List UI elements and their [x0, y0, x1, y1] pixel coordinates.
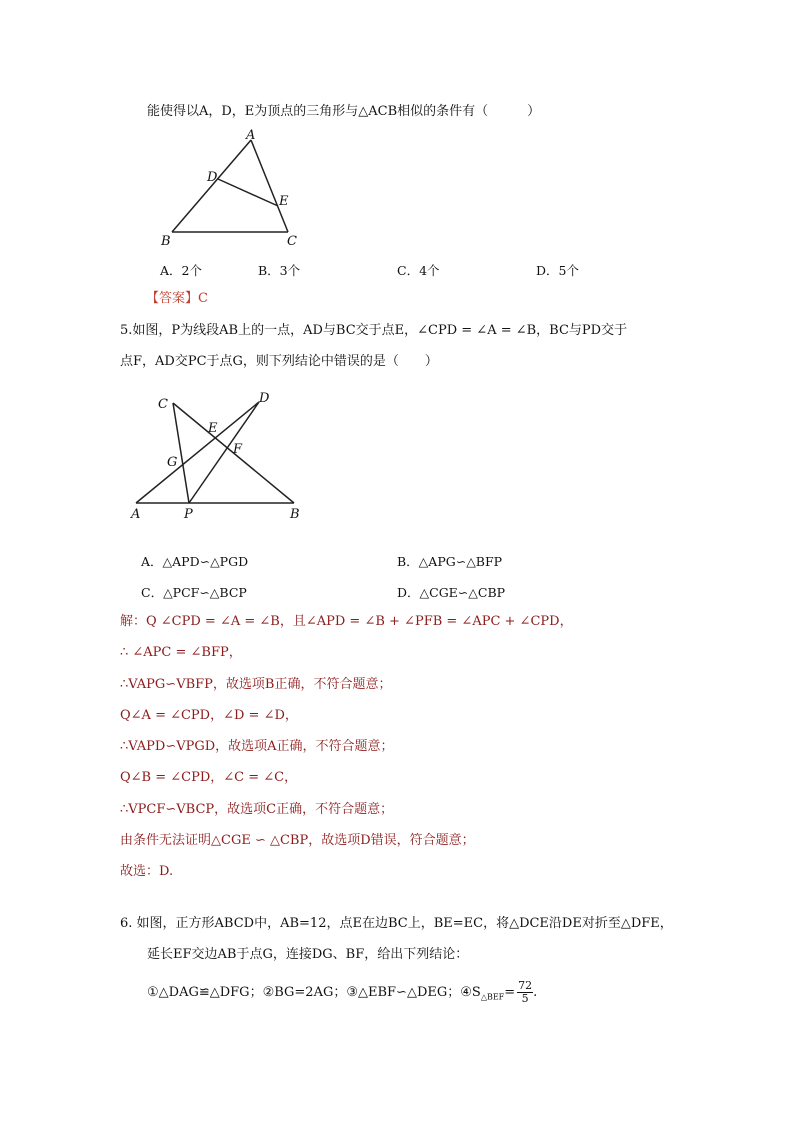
q5-solution-line-4: Q∠A = ∠CPD，∠D = ∠D，	[120, 708, 298, 723]
q6-period: .	[533, 985, 538, 1000]
q4-stem: 能使得以A，D，E为顶点的三角形与△ACB相似的条件有（ ）	[147, 104, 541, 119]
segment-pd	[189, 402, 259, 503]
q4-triangle-figure	[150, 128, 310, 253]
segment-ab	[172, 140, 251, 232]
q6-fraction-numerator: 72	[518, 979, 533, 992]
q6-area-subscript: △BEF	[480, 992, 505, 1002]
label-d: D	[207, 170, 218, 185]
q6-fraction	[517, 980, 533, 1005]
q4-option-c: C．4个	[397, 263, 440, 278]
q5-solution-line-2: ∴ ∠APC = ∠BFP，	[120, 645, 242, 660]
label-d: D	[259, 391, 270, 406]
answer-bracket: 【答案】	[146, 291, 199, 306]
q5-solution-line-5: ∴VAPD∽VPGD，故选项A正确，不符合题意；	[120, 739, 394, 754]
q6-line-1: 6. 如图，正方形ABCD中，AB=12，点E在边BC上，BE=EC，将△DCE沿DE对折至△DFE，	[120, 916, 673, 931]
segment-cp	[173, 403, 189, 503]
label-c: C	[158, 397, 168, 412]
q6-fraction-denominator: 5	[521, 992, 529, 1005]
q5-solution-line-6: Q∠B = ∠CPD，∠C = ∠C，	[120, 770, 298, 785]
segment-ac	[251, 140, 288, 232]
q4-option-b: B．3个	[258, 263, 301, 278]
label-f: F	[233, 442, 243, 457]
q5-option-a: A．△APD∽△PGD	[141, 554, 249, 569]
label-a: A	[131, 507, 141, 522]
label-b: B	[290, 507, 300, 522]
q6-line-2: 延长EF交边AB于点G，连接DG、BF，给出下列结论：	[147, 947, 469, 962]
q5-geometry-figure	[128, 388, 308, 523]
q5-solution-line-8: 由条件无法证明△CGE ∽ △CBP，故选项D错误，符合题意；	[120, 833, 475, 848]
q5-option-d: D．△CGE∽△CBP	[397, 585, 506, 600]
label-a: A	[246, 128, 256, 143]
label-e: E	[208, 421, 218, 436]
label-p: P	[184, 507, 193, 522]
q5-option-c: C．△PCF∽△BCP	[141, 585, 247, 600]
q5-solution-line-3: ∴VAPG∽VBFP，故选项B正确，不符合题意；	[120, 677, 392, 692]
q5-stem-line2: 点F，AD交PC于点G，则下列结论中错误的是（ ）	[120, 354, 438, 369]
label-e: E	[279, 194, 289, 209]
q6-line-3	[147, 980, 537, 1007]
q4-answer	[146, 290, 208, 308]
q4-option-d: D．5个	[536, 263, 579, 278]
q4-option-a: A．2个	[160, 263, 202, 278]
label-b: B	[161, 234, 171, 249]
q5-stem-line1: 5.如图，P为线段AB上的一点，AD与BC交于点E，∠CPD = ∠A = ∠B，BC与PD交于	[120, 323, 628, 338]
label-c: C	[287, 234, 297, 249]
q5-option-b: B．△APG∽△BFP	[397, 554, 503, 569]
q5-solution-line-9: 故选：D.	[120, 864, 174, 879]
q6-equals: =	[504, 985, 516, 1000]
label-g: G	[167, 455, 178, 470]
q5-solution-line-7: ∴VPCF∽VBCP，故选项C正确，不符合题意；	[120, 802, 394, 817]
q6-conclusions: ①△DAG≌△DFG；②BG=2AG；③△EBF∽△DEG；④S	[147, 985, 481, 1000]
q5-solution-line-1: 解：Q ∠CPD = ∠A = ∠B，且∠APD = ∠B + ∠PFB = ∠APC + ∠CPD，	[120, 614, 573, 629]
answer-value: C	[198, 291, 208, 306]
